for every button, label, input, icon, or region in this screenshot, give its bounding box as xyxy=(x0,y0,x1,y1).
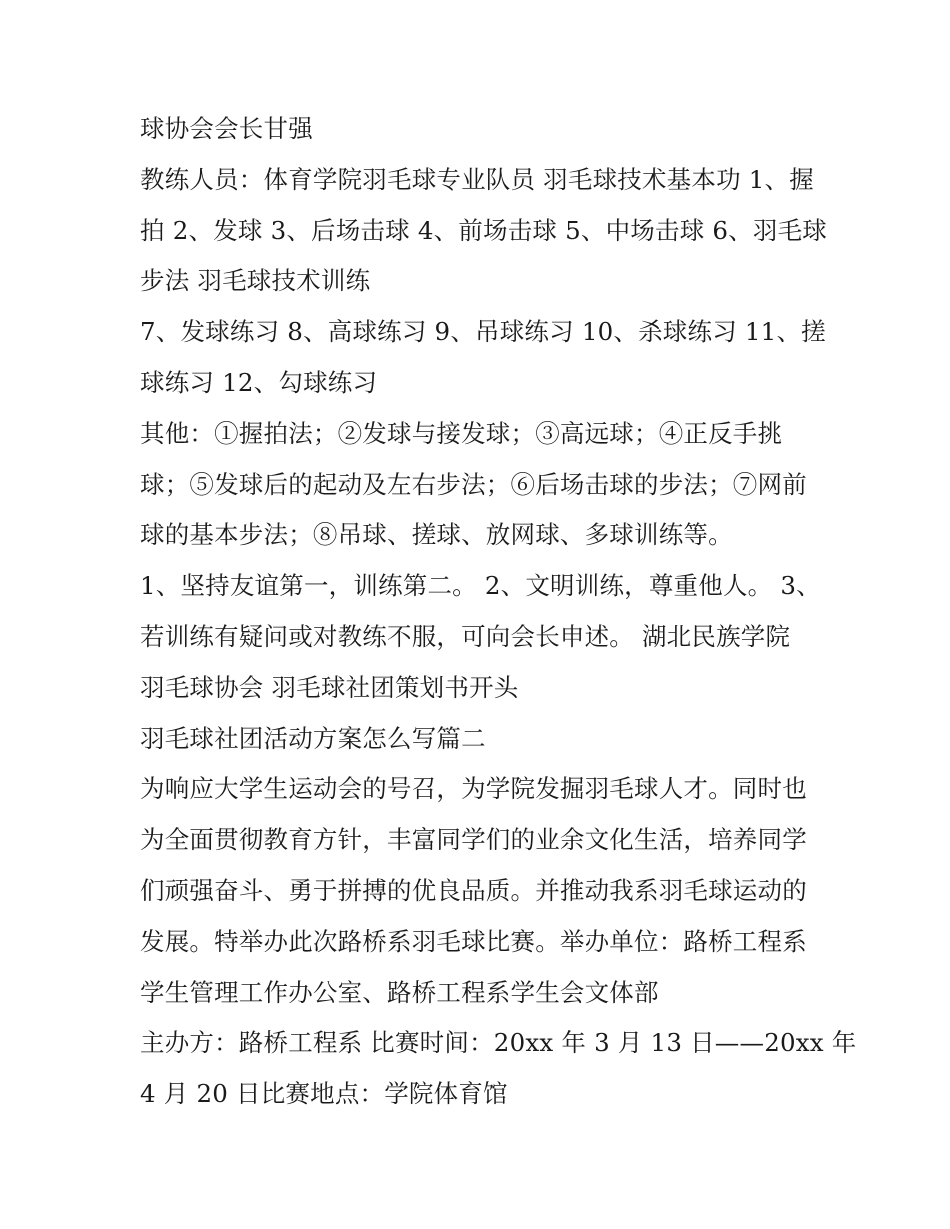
text-line: 步法 羽毛球技术训练 xyxy=(140,266,371,296)
document-body xyxy=(140,104,857,1120)
text-line: 羽毛球协会 羽毛球社团策划书开头 xyxy=(140,672,519,702)
text-line: 主办方：路桥工程系 比赛时间：20xx 年 3 月 13 日——20xx 年 xyxy=(140,1028,857,1058)
text-line: 教练人员：体育学院羽毛球专业队员 羽毛球技术基本功 1、握 xyxy=(140,164,814,194)
text-line: 7、发球练习 8、高球练习 9、吊球练习 10、杀球练习 11、搓 xyxy=(140,317,826,347)
text-line: 拍 2、发球 3、后场击球 4、前场击球 5、中场击球 6、羽毛球 xyxy=(140,215,827,245)
text-line: 发展。特举办此次路桥系羽毛球比赛。举办单位：路桥工程系 xyxy=(140,926,807,956)
text-line: 1、坚持友谊第一，训练第二。 2、文明训练，尊重他人。 3、 xyxy=(140,571,821,601)
text-line: 球；⑤发球后的起动及左右步法；⑥后场击球的步法；⑦网前 xyxy=(140,469,807,499)
text-line: 球的基本步法；⑧吊球、搓球、放网球、多球训练等。 xyxy=(140,520,733,550)
text-line: 们顽强奋斗、勇于拼搏的优良品质。并推动我系羽毛球运动的 xyxy=(140,875,807,905)
text-line: 学生管理工作办公室、路桥工程系学生会文体部 xyxy=(140,977,659,1007)
text-line: 为全面贯彻教育方针，丰富同学们的业余文化生活，培养同学 xyxy=(140,825,807,855)
text-line: 球协会会长甘强 xyxy=(140,114,313,143)
text-line: 球练习 12、勾球练习 xyxy=(140,367,378,397)
text-line: 为响应大学生运动会的号召，为学院发掘羽毛球人才。同时也 xyxy=(140,774,807,804)
text-line: 4 月 20 日比赛地点：学院体育馆 xyxy=(140,1079,508,1109)
section-heading: 羽毛球社团活动方案怎么写篇二 xyxy=(140,723,486,753)
text-line: 其他：①握拍法；②发球与接发球；③高远球；④正反手挑 xyxy=(140,418,783,448)
text-line: 若训练有疑问或对教练不服，可向会长申述。 湖北民族学院 xyxy=(140,621,791,651)
